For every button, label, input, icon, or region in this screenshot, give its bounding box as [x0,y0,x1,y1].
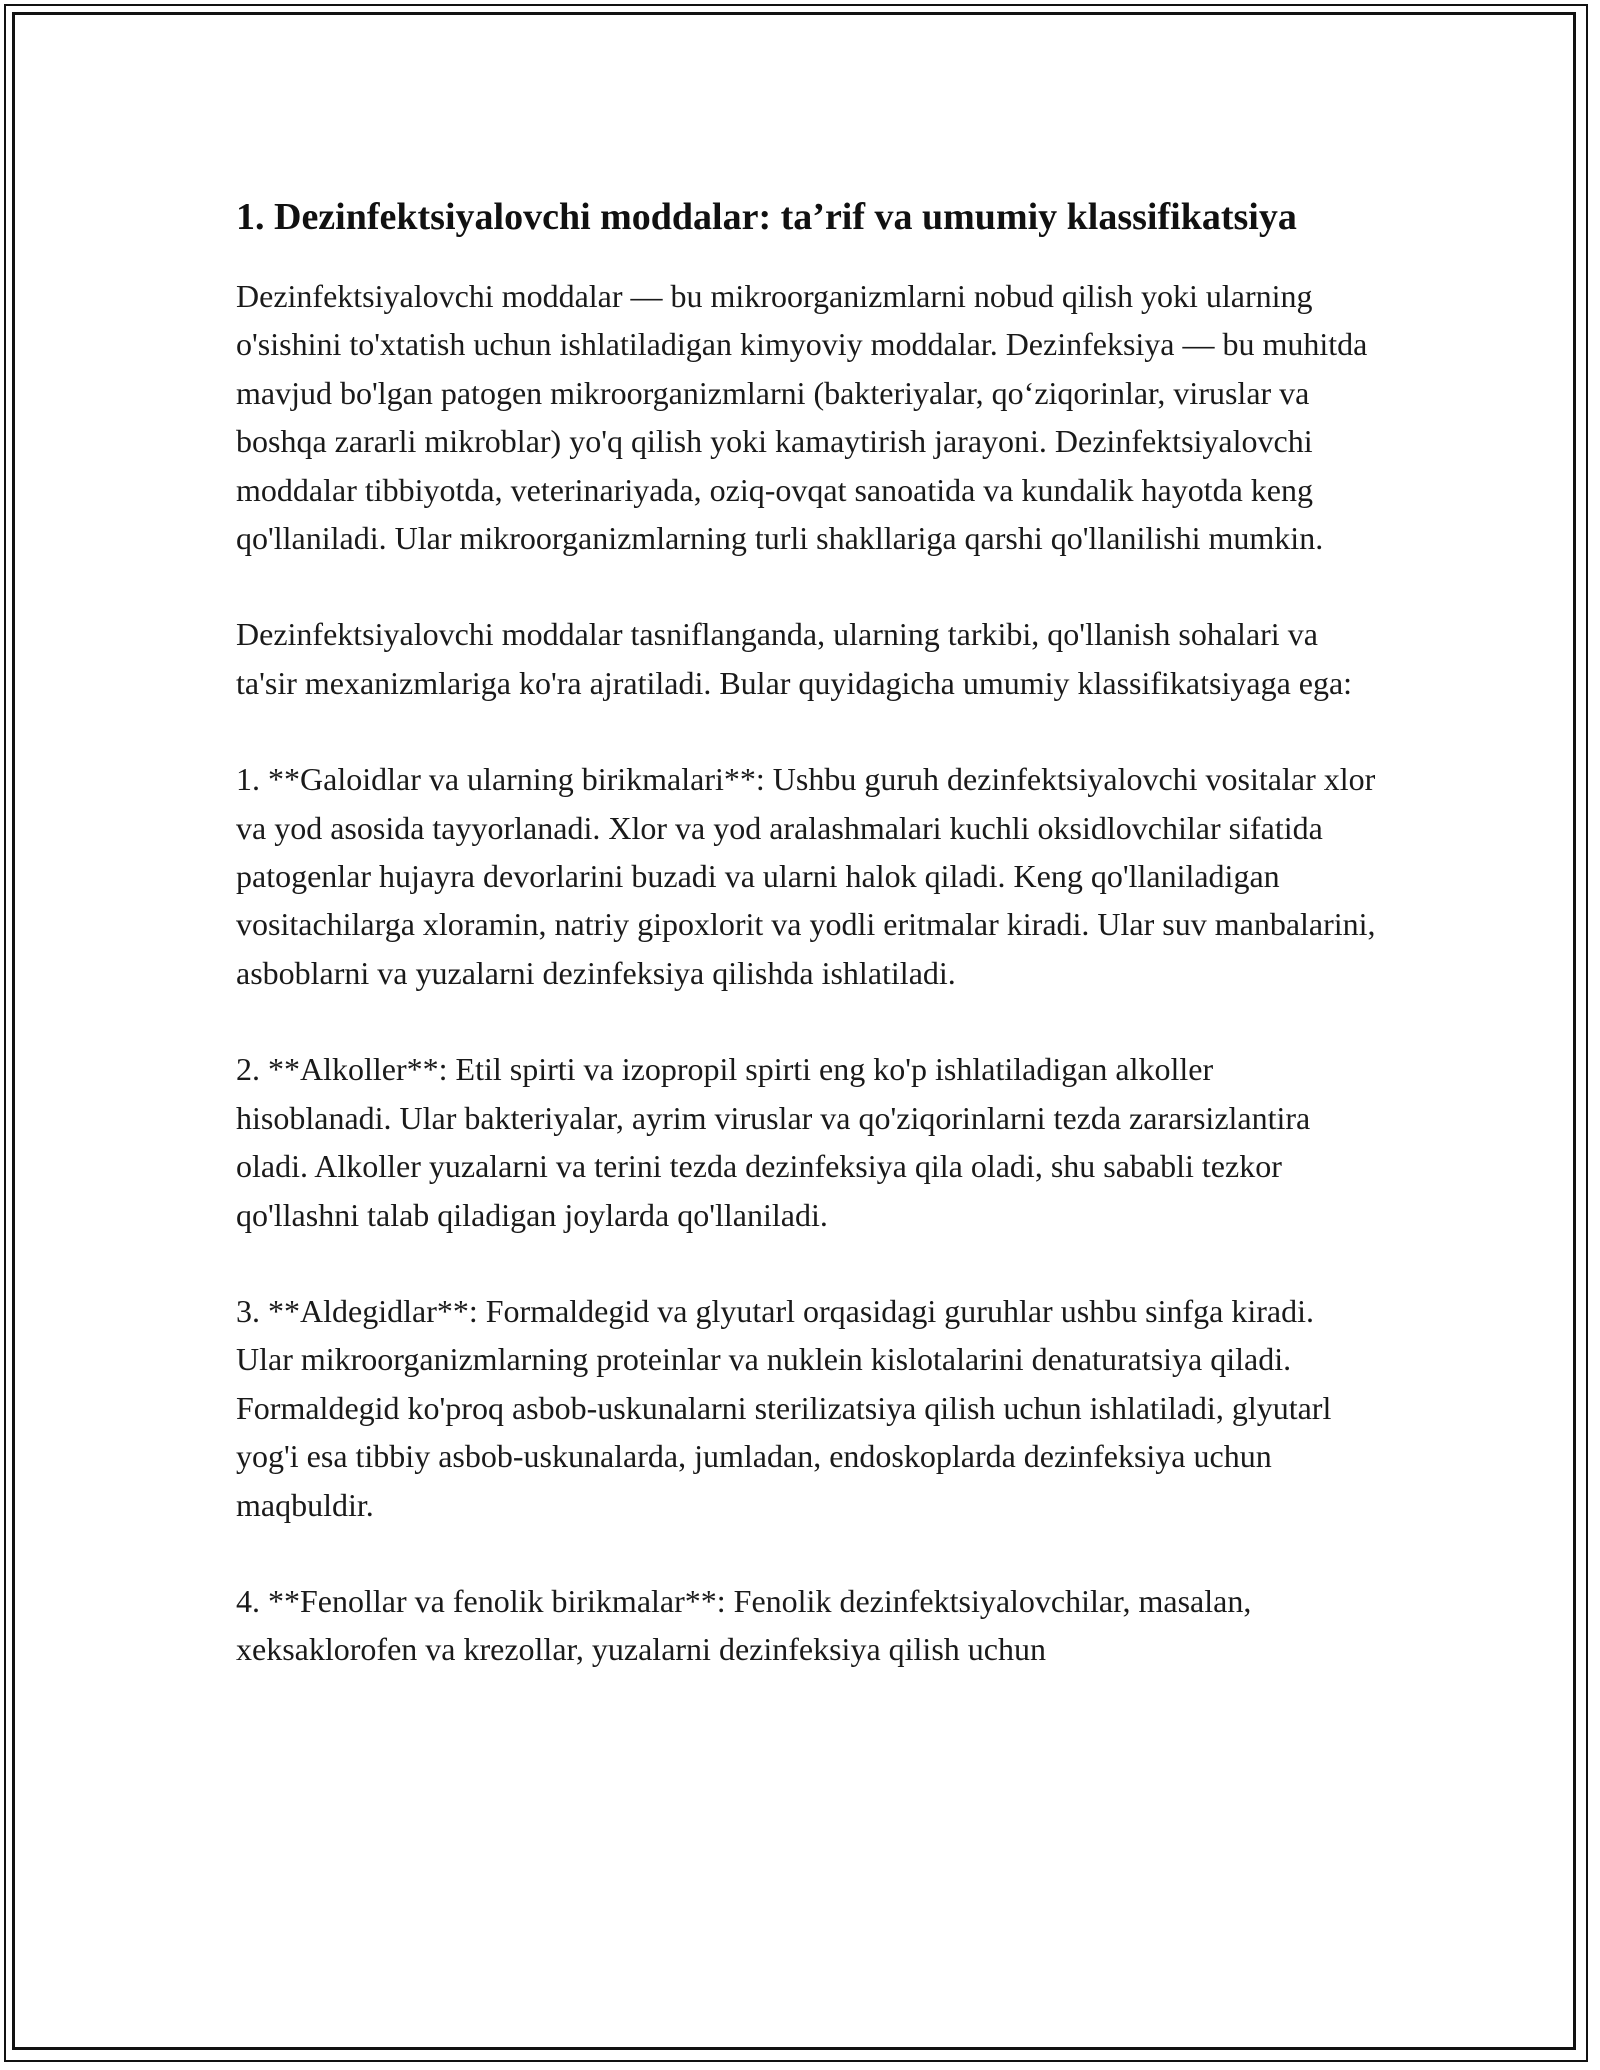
list-item-alcohols: 2. **Alkoller**: Etil spirti va izopropil spirti eng ko'p ishlatiladigan alkoller hisoblanadi. Ular bakteriyalar, ayrim viruslar va qo'ziqorinlarni tezda zararsizlantira oladi. Alkoller yuzalarni va terini tezda dezinfeksiya qila oladi, shu sababli tezkor qo'llashni talab qiladigan joylarda qo'llaniladi. [236,1051,1311,1233]
paragraph-definition: Dezinfektsiyalovchi moddalar — bu mikroorganizmlarni nobud qilish yoki ularning o'sishini to'xtatish uchun ishlatiladigan kimyoviy moddalar. Dezinfeksiya — bu muhitda mavjud bo'lgan patogen mikroorganizmlarni (bakteriyalar, qo‘ziqorinlar, viruslar va boshqa zararli mikroblar) yo'q qilish yoki kamaytirish jarayoni. Dezinfektsiyalovchi moddalar tibbiyotda, veterinariyada, oziq-ovqat sanoatida va kundalik hayotda keng qo'llaniladi. Ular mikroorganizmlarning turli shakllariga qarshi qo'llanilishi mumkin. [236,278,1368,557]
section-heading: 1. Dezinfektsiyalovchi moddalar: ta’rif va umumiy klassifikatsiya [236,196,1297,238]
list-item-aldehydes: 3. **Aldegidlar**: Formaldegid va glyutarl orqasidagi guruhlar ushbu sinfga kiradi. Ular mikroorganizmlarning proteinlar va nuklein kislotalarini denaturatsiya qiladi. Formaldegid ko'proq asbob-uskunalarni sterilizatsiya qilish uchun ishlatiladi, glyutarl yog'i esa tibbiy asbob-uskunalarda, jumladan, endoskoplarda dezinfeksiya uchun maqbuldir. [236,1292,1332,1523]
document-body [236,190,1376,1674]
list-item-phenols: 4. **Fenollar va fenolik birikmalar**: Fenolik dezinfektsiyalovchilar, masalan, xeksaklorofen va krezollar, yuzalarni dezinfeksiya qilish uchun [236,1582,1252,1668]
paragraph-classification-intro: Dezinfektsiyalovchi moddalar tasniflanganda, ularning tarkibi, qo'llanish sohalari va ta'sir mexanizmlariga ko'ra ajratiladi. Bular quyidagicha umumiy klassifikatsiyaga ega: [236,616,1353,701]
list-item-halogens: 1. **Galoidlar va ularning birikmalari**: Ushbu guruh dezinfektsiyalovchi vositalar xlor va yod asosida tayyorlanadi. Xlor va yod aralashmalari kuchli oksidlovchilar sifatida patogenlar hujayra devorlarini buzadi va ularni halok qiladi. Keng qo'llaniladigan vositachilarga xloramin, natriy gipoxlorit va yodli eritmalar kiradi. Ular suv manbalarini, asboblarni va yuzalarni dezinfeksiya qilishda ishlatiladi. [236,761,1376,991]
